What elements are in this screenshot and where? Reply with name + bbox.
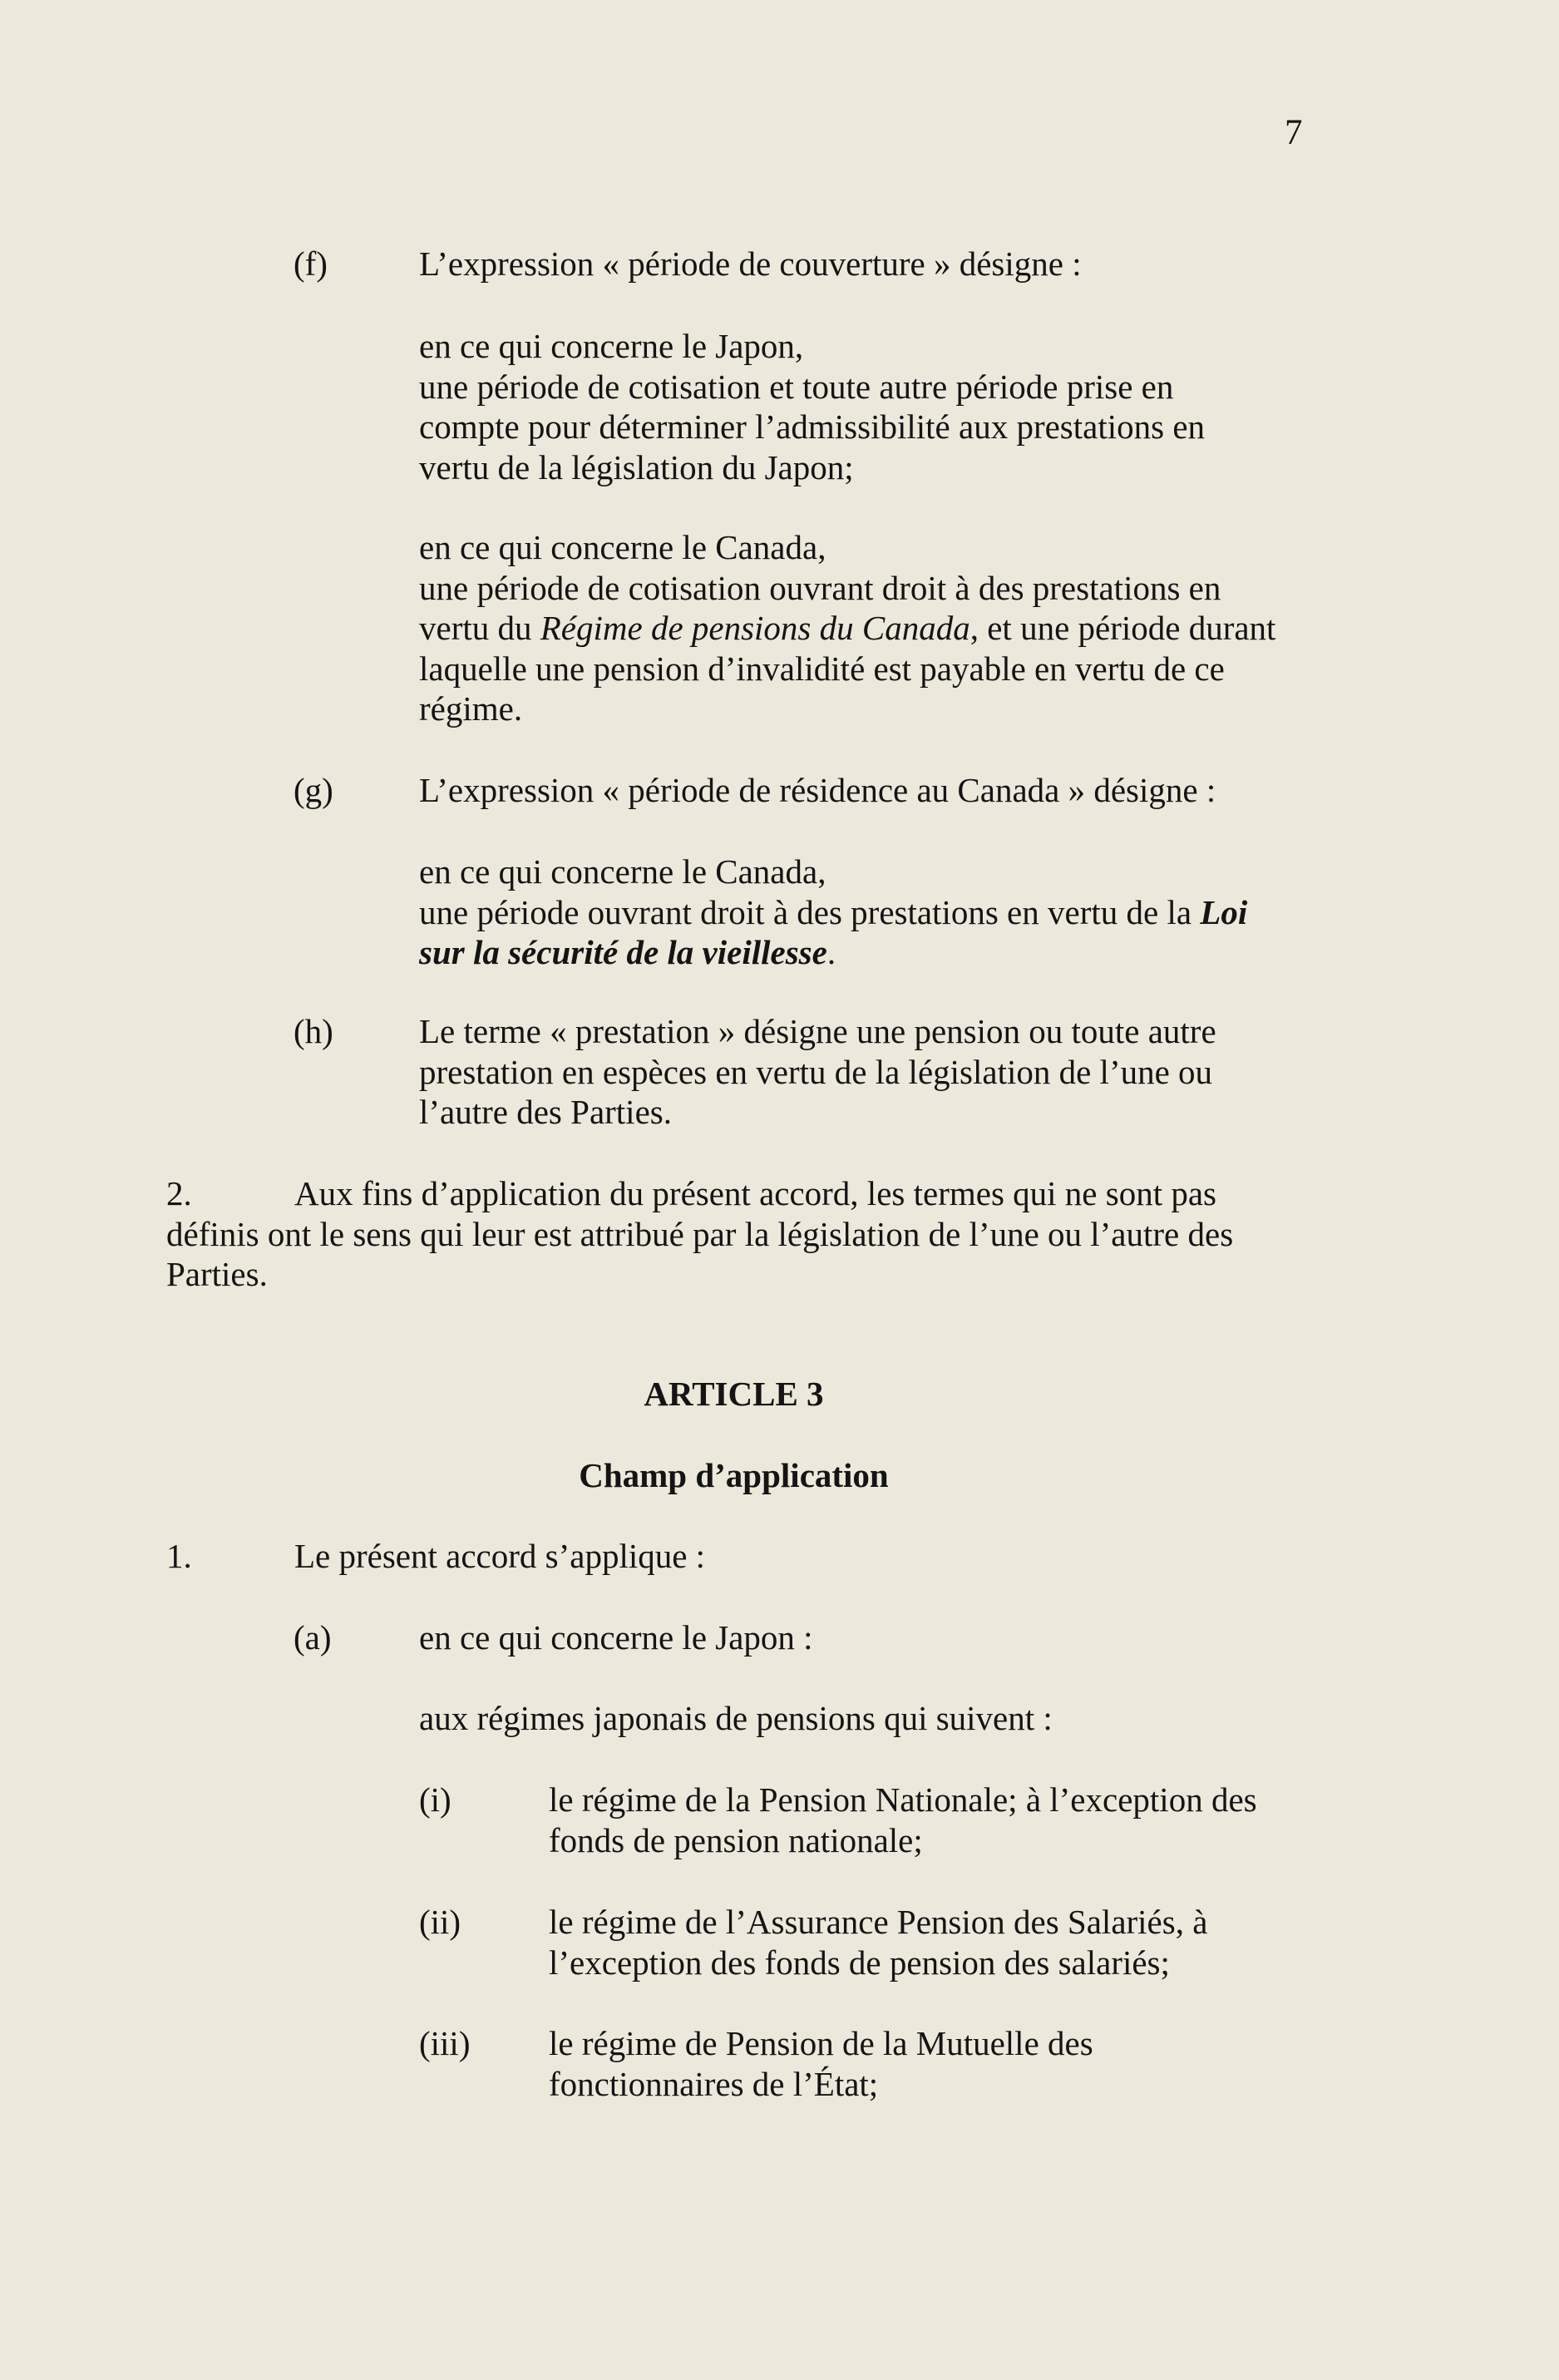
- item-iii-marker: (iii): [419, 2024, 471, 2062]
- para-1-number: 1.: [166, 1537, 192, 1575]
- para-f-japan-line: vertu de la législation du Japon;: [419, 447, 854, 486]
- para-1a-marker: (a): [294, 1618, 332, 1657]
- para-h-body: [419, 1011, 1216, 1133]
- para-f-japan-line: compte pour déterminer l’admissibilité aux prestations en: [419, 407, 1206, 446]
- para-g-heading: L’expression « période de résidence au Canada » désigne :: [419, 771, 1216, 809]
- article-subheading: Champ d’application: [579, 1456, 889, 1494]
- item-iii-line: fonctionnaires de l’État;: [549, 2064, 879, 2103]
- para-f-canada-line: [419, 608, 1275, 649]
- para-f-heading: L’expression « période de couverture » désigne :: [419, 244, 1082, 283]
- item-ii-line: le régime de l’Assurance Pension des Salariés, à: [549, 1903, 1208, 1941]
- para-g-line: en ce qui concerne le Canada,: [419, 852, 826, 891]
- para-f-japan-line: en ce qui concerne le Japon,: [419, 327, 804, 365]
- para-2-line: définis ont le sens qui leur est attribué par la législation de l’une ou l’autre des: [166, 1214, 1234, 1253]
- para-2-number: 2.: [166, 1174, 192, 1212]
- item-i-marker: (i): [419, 1780, 451, 1819]
- para-2-line: Parties.: [166, 1255, 268, 1293]
- oas-title-continued: sur la sécurité de la vieillesse: [419, 933, 827, 971]
- para-f-canada-text: vertu du: [419, 609, 540, 647]
- item-iii-line: le régime de Pension de la Mutuelle des: [549, 2024, 1093, 2062]
- para-h-marker: (h): [294, 1012, 333, 1050]
- para-f-canada-line: une période de cotisation ouvrant droit à des prestations en: [419, 568, 1221, 607]
- para-g-line: [419, 932, 1247, 973]
- item-iii-body: [549, 2023, 1093, 2104]
- article-heading: ARTICLE 3: [644, 1375, 824, 1413]
- page-number: 7: [1285, 113, 1303, 152]
- item-ii-marker: (ii): [419, 1903, 461, 1941]
- para-f-canada-line: laquelle une pension d’invalidité est payable en vertu de ce: [419, 649, 1225, 688]
- para-g-text: une période ouvrant droit à des prestations en vertu de la: [419, 892, 1201, 931]
- item-ii-line: l’exception des fonds de pension des salariés;: [549, 1943, 1170, 1982]
- para-g-line: [419, 892, 1247, 933]
- para-f-japan-line: une période de cotisation et toute autre période prise en: [419, 367, 1174, 406]
- para-g-body: [419, 852, 1247, 973]
- cpp-title: Régime de pensions du Canada: [540, 609, 970, 647]
- item-i-body: [549, 1780, 1257, 1860]
- para-h-line: prestation en espèces en vertu de la législation de l’une ou: [419, 1052, 1213, 1091]
- para-f-canada-text: , et une période durant: [969, 609, 1276, 647]
- para-g-text: .: [826, 933, 836, 971]
- para-g-marker: (g): [294, 771, 333, 809]
- para-f-canada-line: régime.: [419, 689, 523, 728]
- para-h-line: Le terme « prestation » désigne une pension ou toute autre: [419, 1012, 1216, 1050]
- para-f-canada-line: en ce qui concerne le Canada,: [419, 528, 826, 566]
- item-i-line: le régime de la Pension Nationale; à l’exception des: [549, 1780, 1257, 1819]
- oas-title: Loi: [1200, 892, 1248, 931]
- para-f-canada: [419, 527, 1275, 729]
- para-2-body: [166, 1214, 1233, 1295]
- para-f-japan: [419, 326, 1205, 487]
- para-2-first-line: Aux fins d’application du présent accord, les termes qui ne sont pas: [294, 1174, 1216, 1212]
- para-h-line: l’autre des Parties.: [419, 1093, 672, 1131]
- item-ii-body: [549, 1902, 1207, 1983]
- para-f-marker: (f): [294, 244, 328, 283]
- item-i-line: fonds de pension nationale;: [549, 1820, 923, 1859]
- para-1a-text: en ce qui concerne le Japon :: [419, 1618, 813, 1657]
- para-1-text: Le présent accord s’applique :: [294, 1537, 706, 1575]
- para-1a-intro: aux régimes japonais de pensions qui suivent :: [419, 1699, 1053, 1737]
